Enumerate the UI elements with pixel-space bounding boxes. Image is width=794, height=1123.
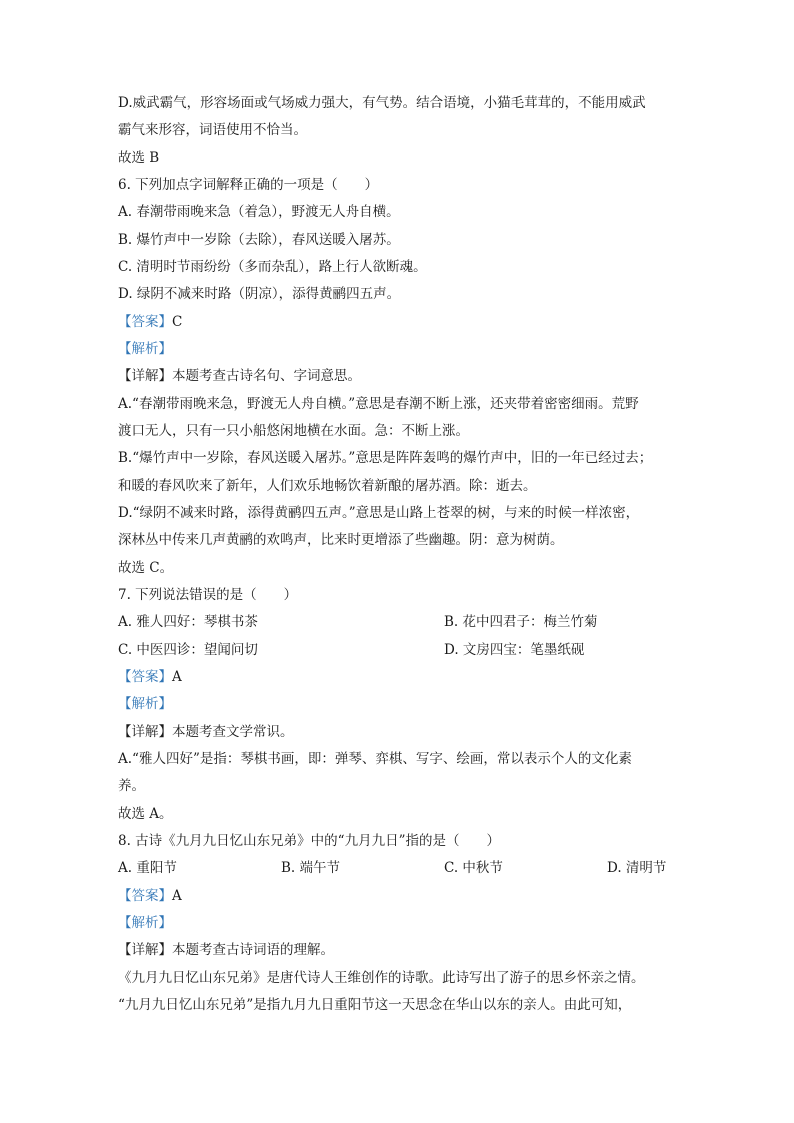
text-line: “九月九日忆山东兄弟”是指九月九日重阳节这一天思念在华山以东的亲人。由此可知， — [118, 997, 632, 1013]
text-line: D.“绿阴不减来时路，添得黄鹂四五声。”意思是山路上苍翠的树，与来的时候一样浓密， — [118, 505, 640, 521]
q6-answer — [118, 312, 698, 332]
q6-option-b: B. 爆竹声中一岁除（去除），春风送暖入屠苏。 — [118, 232, 400, 248]
q8-answer — [118, 886, 698, 906]
analysis-tag: 【解析】 — [118, 341, 172, 357]
q8-option-a: A. 重阳节 — [118, 860, 177, 876]
q6-option-c: C. 清明时节雨纷纷（多而杂乱），路上行人欲断魂。 — [118, 259, 427, 275]
analysis-tag: 【解析】 — [118, 915, 172, 931]
q8-analysis-heading — [118, 913, 698, 933]
q6-analysis-heading — [118, 339, 698, 359]
answer-value: C — [172, 314, 183, 330]
q7-detail — [118, 722, 698, 742]
q7-option-c: C. 中医四诊：望闻问切 — [118, 642, 258, 658]
q7-option-d: D. 文房四宝：笔墨纸砚 — [444, 642, 585, 658]
q8-option-d: D. 清明节 — [607, 860, 667, 876]
text-line: 霸气来形容，词语使用不恰当。 — [118, 122, 307, 138]
detail-text: 本题考查古诗词语的理解。 — [172, 942, 334, 958]
answer-tag: 【答案】 — [118, 314, 172, 330]
text-line: 故选 B — [118, 150, 160, 166]
q8-option-b: B. 端午节 — [281, 860, 341, 876]
text-line: 故选 C。 — [118, 560, 174, 576]
q6-detail — [118, 366, 698, 386]
text-line: D.威武霸气，形容场面或气场威力强大，有气势。结合语境，小猫毛茸茸的，不能用威武 — [118, 95, 646, 111]
detail-text: 本题考查文学常识。 — [172, 724, 294, 740]
q7-answer — [118, 667, 698, 687]
text-line: A.“春潮带雨晚来急，野渡无人舟自横。”意思是春潮不断上涨，还夹带着密密细雨。荒野 — [118, 396, 639, 412]
text-line: A.“雅人四好”是指：琴棋书画，即：弹琴、弈棋、写字、绘画，常以表示个人的文化素 — [118, 751, 632, 767]
q7-option-a: A. 雅人四好：琴棋书茶 — [118, 614, 258, 630]
question-8-stem: 8. 古诗《九月九日忆山东兄弟》中的“九月九日”指的是（ ） — [118, 833, 500, 849]
detail-tag: 【详解】 — [118, 724, 172, 740]
text-line: 故选 A。 — [118, 806, 173, 822]
text-line: 《九月九日忆山东兄弟》是唐代诗人王维创作的诗歌。此诗写出了游子的思乡怀亲之情。 — [118, 970, 645, 986]
text-line: 养。 — [118, 778, 145, 794]
answer-value: A — [172, 888, 182, 904]
question-6-stem: 6. 下列加点字词解释正确的一项是（ ） — [118, 177, 379, 193]
detail-tag: 【详解】 — [118, 368, 172, 384]
text-line: 和暖的春风吹来了新年，人们欢乐地畅饮着新酿的屠苏酒。除：逝去。 — [118, 478, 537, 494]
q7-analysis-heading — [118, 694, 698, 714]
analysis-tag: 【解析】 — [118, 696, 172, 712]
q6-option-a: A. 春潮带雨晚来急（着急），野渡无人舟自横。 — [118, 204, 400, 220]
q8-option-c: C. 中秋节 — [444, 860, 503, 876]
text-line: 深林丛中传来几声黄鹂的欢鸣声，比来时更增添了些幽趣。阴：意为树荫。 — [118, 532, 564, 548]
answer-tag: 【答案】 — [118, 888, 172, 904]
text-line: B.“爆竹声中一岁除，春风送暖入屠苏。”意思是阵阵轰鸣的爆竹声中，旧的一年已经过去； — [118, 450, 653, 466]
q8-detail — [118, 940, 698, 960]
answer-value: A — [172, 669, 182, 685]
detail-tag: 【详解】 — [118, 942, 172, 958]
question-7-stem: 7. 下列说法错误的是（ ） — [118, 587, 298, 603]
answer-tag: 【答案】 — [118, 669, 172, 685]
q6-option-d: D. 绿阴不减来时路（阴凉），添得黄鹂四五声。 — [118, 286, 401, 302]
text-line: 渡口无人，只有一只小船悠闲地横在水面。急：不断上涨。 — [118, 423, 469, 439]
q7-option-b: B. 花中四君子：梅兰竹菊 — [444, 614, 598, 630]
detail-text: 本题考查古诗名句、字词意思。 — [172, 368, 361, 384]
